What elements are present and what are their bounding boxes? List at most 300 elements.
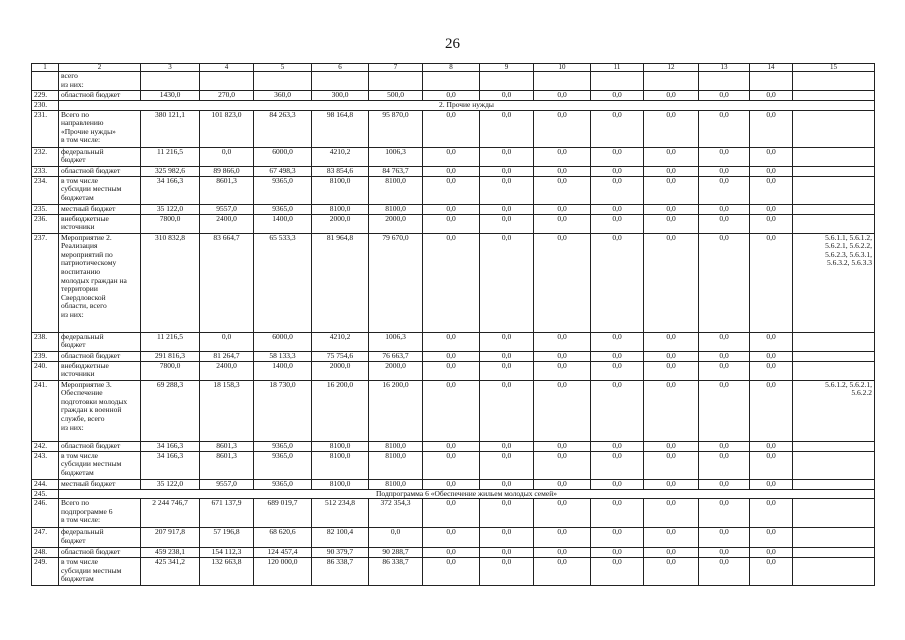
table-cell: 0,0 <box>699 147 750 166</box>
table-row <box>32 528 875 548</box>
table-cell: 0,0 <box>591 176 644 204</box>
row-label: в том числе субсидии местным бюджетам <box>59 176 141 204</box>
row-number: 236. <box>32 214 59 233</box>
target-indicators <box>793 548 875 558</box>
table-cell: 7800,0 <box>141 214 200 233</box>
row-number: 246. <box>32 499 59 528</box>
table-cell: 0,0 <box>591 332 644 351</box>
table-cell: 154 112,3 <box>200 548 254 558</box>
table-cell: 0,0 <box>644 451 699 479</box>
table-cell: 0,0 <box>591 361 644 380</box>
table-cell: 69 288,3 <box>141 380 200 441</box>
table-cell: 0,0 <box>423 351 480 361</box>
table-cell: 0,0 <box>750 91 793 101</box>
table-cell: 67 498,3 <box>254 166 312 176</box>
target-indicators <box>793 176 875 204</box>
row-number: 239. <box>32 351 59 361</box>
table-cell: 0,0 <box>534 204 591 214</box>
table-cell: 0,0 <box>750 147 793 166</box>
table-cell <box>480 72 534 91</box>
table-cell: 9365,0 <box>254 479 312 489</box>
table-cell: 4210,2 <box>312 147 369 166</box>
table-cell: 0,0 <box>423 451 480 479</box>
table-cell <box>699 72 750 91</box>
row-number: 245. <box>32 489 59 499</box>
table-cell: 0,0 <box>699 91 750 101</box>
table-row <box>32 558 875 586</box>
table-cell: 0,0 <box>591 528 644 548</box>
table-cell: 0,0 <box>534 214 591 233</box>
table-cell <box>423 72 480 91</box>
target-indicators: 5.6.1.2, 5.6.2.1, 5.6.2.2 <box>793 380 875 441</box>
table-cell: 8601,3 <box>200 176 254 204</box>
table-cell: 2400,0 <box>200 214 254 233</box>
table-cell: 0,0 <box>480 558 534 586</box>
table-row <box>32 147 875 166</box>
table-cell: 0,0 <box>534 361 591 380</box>
table-cell: 0,0 <box>591 499 644 528</box>
table-row <box>32 233 875 332</box>
table-cell: 18 730,0 <box>254 380 312 441</box>
table-cell: 2000,0 <box>312 361 369 380</box>
table-cell: 83 854,6 <box>312 166 369 176</box>
table-cell: 459 238,1 <box>141 548 200 558</box>
row-label: Мероприятие 2. Реализация мероприятий по патриотическому воспитанию молодых граждан на территории Свердловской области, всего из них: <box>59 233 141 332</box>
table-cell: 207 917,8 <box>141 528 200 548</box>
table-cell: 81 964,8 <box>312 233 369 332</box>
table-cell: 0,0 <box>699 361 750 380</box>
row-label: внебюджетные источники <box>59 214 141 233</box>
column-header: 4 <box>200 64 254 72</box>
table-cell: 310 832,8 <box>141 233 200 332</box>
target-indicators <box>793 499 875 528</box>
target-indicators <box>793 91 875 101</box>
target-indicators <box>793 204 875 214</box>
row-label: областной бюджет <box>59 351 141 361</box>
table-cell: 0,0 <box>534 558 591 586</box>
table-cell: 0,0 <box>534 91 591 101</box>
table-cell: 0,0 <box>423 91 480 101</box>
page-number: 26 <box>445 36 460 52</box>
row-label: федеральный бюджет <box>59 147 141 166</box>
table-cell: 34 166,3 <box>141 176 200 204</box>
table-cell: 0,0 <box>423 166 480 176</box>
table-row <box>32 361 875 380</box>
table-cell: 11 216,5 <box>141 332 200 351</box>
section-row <box>32 489 875 499</box>
table-cell: 270,0 <box>200 91 254 101</box>
table-cell: 0,0 <box>423 332 480 351</box>
table-cell: 1006,3 <box>369 332 423 351</box>
table-cell: 8601,3 <box>200 451 254 479</box>
table-cell: 689 019,7 <box>254 499 312 528</box>
row-number: 237. <box>32 233 59 332</box>
table-cell <box>644 72 699 91</box>
table-cell: 58 133,3 <box>254 351 312 361</box>
table-cell <box>312 72 369 91</box>
table-cell: 6000,0 <box>254 147 312 166</box>
table-cell: 82 100,4 <box>312 528 369 548</box>
row-label: Всего по подпрограмме 6 в том числе: <box>59 499 141 528</box>
table-cell: 2 244 746,7 <box>141 499 200 528</box>
table-row <box>32 166 875 176</box>
row-number: 233. <box>32 166 59 176</box>
row-number: 232. <box>32 147 59 166</box>
table-cell: 0,0 <box>423 214 480 233</box>
table-cell: 9557,0 <box>200 204 254 214</box>
table-cell: 300,0 <box>312 91 369 101</box>
table-cell: 0,0 <box>750 548 793 558</box>
table-cell <box>750 72 793 91</box>
table-cell: 0,0 <box>534 441 591 451</box>
table-cell: 0,0 <box>534 351 591 361</box>
table-cell: 1006,3 <box>369 147 423 166</box>
table-cell: 0,0 <box>480 332 534 351</box>
table-cell: 0,0 <box>591 441 644 451</box>
table-cell: 0,0 <box>200 332 254 351</box>
row-number: 249. <box>32 558 59 586</box>
column-header: 9 <box>480 64 534 72</box>
table-cell: 0,0 <box>644 479 699 489</box>
table-cell: 0,0 <box>699 351 750 361</box>
table-cell: 0,0 <box>750 110 793 147</box>
table-cell: 2400,0 <box>200 361 254 380</box>
row-number: 241. <box>32 380 59 441</box>
table-cell: 76 663,7 <box>369 351 423 361</box>
table-cell: 8100,0 <box>369 204 423 214</box>
table-cell: 425 341,2 <box>141 558 200 586</box>
table-cell <box>141 72 200 91</box>
column-header: 5 <box>254 64 312 72</box>
table-cell: 372 354,3 <box>369 499 423 528</box>
row-number: 243. <box>32 451 59 479</box>
table-cell: 0,0 <box>591 147 644 166</box>
table-cell: 9557,0 <box>200 479 254 489</box>
table-row <box>32 204 875 214</box>
table-cell: 0,0 <box>750 351 793 361</box>
section-row <box>32 101 875 111</box>
row-label: Всего по направлению «Прочие нужды» в том числе: <box>59 110 141 147</box>
column-header: 3 <box>141 64 200 72</box>
table-cell: 18 158,3 <box>200 380 254 441</box>
table-cell: 0,0 <box>644 548 699 558</box>
row-number: 244. <box>32 479 59 489</box>
target-indicators <box>793 166 875 176</box>
table-cell: 0,0 <box>750 558 793 586</box>
target-indicators <box>793 479 875 489</box>
table-cell: 500,0 <box>369 91 423 101</box>
table-cell: 0,0 <box>591 214 644 233</box>
row-number: 242. <box>32 441 59 451</box>
table-cell: 0,0 <box>480 110 534 147</box>
table-cell: 1400,0 <box>254 214 312 233</box>
table-cell: 0,0 <box>699 214 750 233</box>
table-cell: 8100,0 <box>312 479 369 489</box>
table-cell: 16 200,0 <box>369 380 423 441</box>
table-cell: 0,0 <box>750 380 793 441</box>
target-indicators <box>793 351 875 361</box>
row-label: областной бюджет <box>59 91 141 101</box>
table-cell: 0,0 <box>591 451 644 479</box>
table-cell: 291 816,3 <box>141 351 200 361</box>
table-cell: 0,0 <box>644 176 699 204</box>
table-cell: 11 216,5 <box>141 147 200 166</box>
table-cell: 0,0 <box>480 361 534 380</box>
table-cell: 6000,0 <box>254 332 312 351</box>
table-cell: 0,0 <box>591 479 644 489</box>
row-label: федеральный бюджет <box>59 528 141 548</box>
table-cell: 34 166,3 <box>141 441 200 451</box>
table-cell: 16 200,0 <box>312 380 369 441</box>
table-row <box>32 441 875 451</box>
table-cell: 8100,0 <box>369 479 423 489</box>
row-number: 248. <box>32 548 59 558</box>
table-cell: 0,0 <box>750 332 793 351</box>
table-cell: 0,0 <box>200 147 254 166</box>
table-cell: 0,0 <box>480 91 534 101</box>
table-cell: 8601,3 <box>200 441 254 451</box>
table-cell: 0,0 <box>644 441 699 451</box>
table-cell: 0,0 <box>750 479 793 489</box>
table-cell: 0,0 <box>699 479 750 489</box>
table-cell: 101 823,0 <box>200 110 254 147</box>
row-label: местный бюджет <box>59 479 141 489</box>
table-cell: 68 620,6 <box>254 528 312 548</box>
target-indicators <box>793 110 875 147</box>
table-cell: 0,0 <box>369 528 423 548</box>
table-cell: 0,0 <box>644 91 699 101</box>
table-cell <box>534 72 591 91</box>
table-cell: 0,0 <box>699 110 750 147</box>
table-cell: 7800,0 <box>141 361 200 380</box>
table-row <box>32 479 875 489</box>
table-cell: 0,0 <box>644 528 699 548</box>
column-header: 14 <box>750 64 793 72</box>
table-cell: 0,0 <box>423 441 480 451</box>
row-number: 229. <box>32 91 59 101</box>
target-indicators <box>793 558 875 586</box>
table-cell: 98 164,8 <box>312 110 369 147</box>
table-cell: 0,0 <box>591 548 644 558</box>
table-cell: 0,0 <box>699 204 750 214</box>
table-cell: 90 379,7 <box>312 548 369 558</box>
table-cell: 512 234,8 <box>312 499 369 528</box>
table-cell: 34 166,3 <box>141 451 200 479</box>
table-cell: 0,0 <box>699 166 750 176</box>
target-indicators <box>793 361 875 380</box>
row-label: внебюджетные источники <box>59 361 141 380</box>
table-cell: 0,0 <box>423 380 480 441</box>
table-row <box>32 214 875 233</box>
table-cell: 0,0 <box>644 558 699 586</box>
table-cell: 0,0 <box>423 233 480 332</box>
table-cell: 0,0 <box>423 499 480 528</box>
table-cell: 0,0 <box>534 548 591 558</box>
table-cell: 4210,2 <box>312 332 369 351</box>
table-row <box>32 91 875 101</box>
table-cell: 0,0 <box>750 204 793 214</box>
table-cell: 0,0 <box>423 204 480 214</box>
table-cell: 0,0 <box>480 451 534 479</box>
column-header: 6 <box>312 64 369 72</box>
table-cell: 0,0 <box>750 361 793 380</box>
table-row <box>32 499 875 528</box>
table-cell: 0,0 <box>644 214 699 233</box>
column-header: 13 <box>699 64 750 72</box>
table-cell: 0,0 <box>591 91 644 101</box>
table-cell: 2000,0 <box>369 214 423 233</box>
table-cell: 9365,0 <box>254 204 312 214</box>
column-header: 8 <box>423 64 480 72</box>
table-cell: 35 122,0 <box>141 479 200 489</box>
table-cell: 0,0 <box>699 176 750 204</box>
table-cell: 90 288,7 <box>369 548 423 558</box>
row-number: 234. <box>32 176 59 204</box>
table-cell <box>254 72 312 91</box>
table-cell: 75 754,6 <box>312 351 369 361</box>
budget-table <box>31 63 875 586</box>
table-cell: 0,0 <box>591 110 644 147</box>
row-number: 230. <box>32 101 59 111</box>
table-cell: 0,0 <box>699 380 750 441</box>
table-cell: 83 664,7 <box>200 233 254 332</box>
table-cell: 0,0 <box>591 380 644 441</box>
table-cell: 0,0 <box>480 528 534 548</box>
table-cell: 79 670,0 <box>369 233 423 332</box>
table-cell: 0,0 <box>534 166 591 176</box>
table-cell: 0,0 <box>699 548 750 558</box>
table-cell: 0,0 <box>480 548 534 558</box>
table-cell: 0,0 <box>534 528 591 548</box>
table-cell: 1430,0 <box>141 91 200 101</box>
target-indicators <box>793 441 875 451</box>
target-indicators: 5.6.1.1, 5.6.1.2, 5.6.2.1, 5.6.2.2, 5.6.2.3, 5.6.3.1, 5.6.3.2, 5.6.3.3 <box>793 233 875 332</box>
table-cell: 0,0 <box>423 479 480 489</box>
table-cell: 0,0 <box>644 233 699 332</box>
table-cell: 0,0 <box>591 166 644 176</box>
table-cell: 0,0 <box>480 204 534 214</box>
target-indicators <box>793 72 875 91</box>
table-cell: 0,0 <box>480 380 534 441</box>
target-indicators <box>793 451 875 479</box>
table-cell: 0,0 <box>423 110 480 147</box>
row-number: 238. <box>32 332 59 351</box>
table-row <box>32 351 875 361</box>
table-cell: 0,0 <box>644 147 699 166</box>
row-label: всего из них: <box>59 72 141 91</box>
table-row <box>32 110 875 147</box>
table-cell: 120 000,0 <box>254 558 312 586</box>
table-cell: 86 338,7 <box>312 558 369 586</box>
table-cell: 0,0 <box>644 332 699 351</box>
table-cell: 380 121,1 <box>141 110 200 147</box>
table-cell: 325 982,6 <box>141 166 200 176</box>
table-cell: 0,0 <box>534 147 591 166</box>
table-cell: 0,0 <box>480 176 534 204</box>
table-cell: 0,0 <box>480 214 534 233</box>
table-cell: 0,0 <box>591 233 644 332</box>
table-cell: 8100,0 <box>369 176 423 204</box>
table-cell: 9365,0 <box>254 176 312 204</box>
table-cell: 0,0 <box>699 332 750 351</box>
table-cell: 0,0 <box>750 528 793 548</box>
table-cell <box>591 72 644 91</box>
row-number: 240. <box>32 361 59 380</box>
column-header-row <box>32 64 875 72</box>
table-cell: 9365,0 <box>254 451 312 479</box>
row-label: областной бюджет <box>59 548 141 558</box>
column-header: 15 <box>793 64 875 72</box>
row-number: 235. <box>32 204 59 214</box>
table-cell: 0,0 <box>591 351 644 361</box>
table-cell: 0,0 <box>534 499 591 528</box>
table-cell: 8100,0 <box>369 441 423 451</box>
table-cell: 84 763,7 <box>369 166 423 176</box>
table-cell: 0,0 <box>699 528 750 548</box>
table-cell: 0,0 <box>534 176 591 204</box>
table-cell: 0,0 <box>644 110 699 147</box>
table-cell: 35 122,0 <box>141 204 200 214</box>
table-cell: 86 338,7 <box>369 558 423 586</box>
table-row <box>32 548 875 558</box>
table-cell: 0,0 <box>480 147 534 166</box>
table-cell: 0,0 <box>644 380 699 441</box>
table-cell: 124 457,4 <box>254 548 312 558</box>
table-cell: 8100,0 <box>312 451 369 479</box>
section-title: Подпрограмма 6 «Обеспечение жильем молодых семей» <box>59 489 875 499</box>
row-label: в том числе субсидии местным бюджетам <box>59 451 141 479</box>
table-cell: 0,0 <box>750 451 793 479</box>
column-header: 1 <box>32 64 59 72</box>
table-cell: 360,0 <box>254 91 312 101</box>
table-cell: 95 870,0 <box>369 110 423 147</box>
table-cell: 0,0 <box>534 233 591 332</box>
row-label: Мероприятие 3. Обеспечение подготовки молодых граждан к военной службе, всего из них: <box>59 380 141 441</box>
table-cell: 0,0 <box>591 558 644 586</box>
table-cell: 0,0 <box>423 548 480 558</box>
table-cell: 0,0 <box>480 499 534 528</box>
table-cell: 0,0 <box>750 166 793 176</box>
target-indicators <box>793 528 875 548</box>
table-cell: 8100,0 <box>312 441 369 451</box>
table-cell: 0,0 <box>534 332 591 351</box>
table-cell: 89 866,0 <box>200 166 254 176</box>
row-label: областной бюджет <box>59 441 141 451</box>
table-cell: 0,0 <box>750 441 793 451</box>
target-indicators <box>793 214 875 233</box>
table-cell: 0,0 <box>699 441 750 451</box>
column-header: 12 <box>644 64 699 72</box>
table-cell: 65 533,3 <box>254 233 312 332</box>
table-row <box>32 451 875 479</box>
table-cell: 0,0 <box>644 166 699 176</box>
table-cell: 0,0 <box>480 233 534 332</box>
table-cell: 0,0 <box>480 479 534 489</box>
table-cell: 0,0 <box>480 166 534 176</box>
table-cell: 0,0 <box>644 351 699 361</box>
table-cell: 0,0 <box>534 380 591 441</box>
table-cell: 0,0 <box>699 451 750 479</box>
table-cell: 0,0 <box>423 361 480 380</box>
row-label: федеральный бюджет <box>59 332 141 351</box>
table-row <box>32 72 875 91</box>
table-cell: 8100,0 <box>312 204 369 214</box>
column-header: 2 <box>59 64 141 72</box>
table-cell: 81 264,7 <box>200 351 254 361</box>
row-label: областной бюджет <box>59 166 141 176</box>
column-header: 10 <box>534 64 591 72</box>
table-row <box>32 332 875 351</box>
